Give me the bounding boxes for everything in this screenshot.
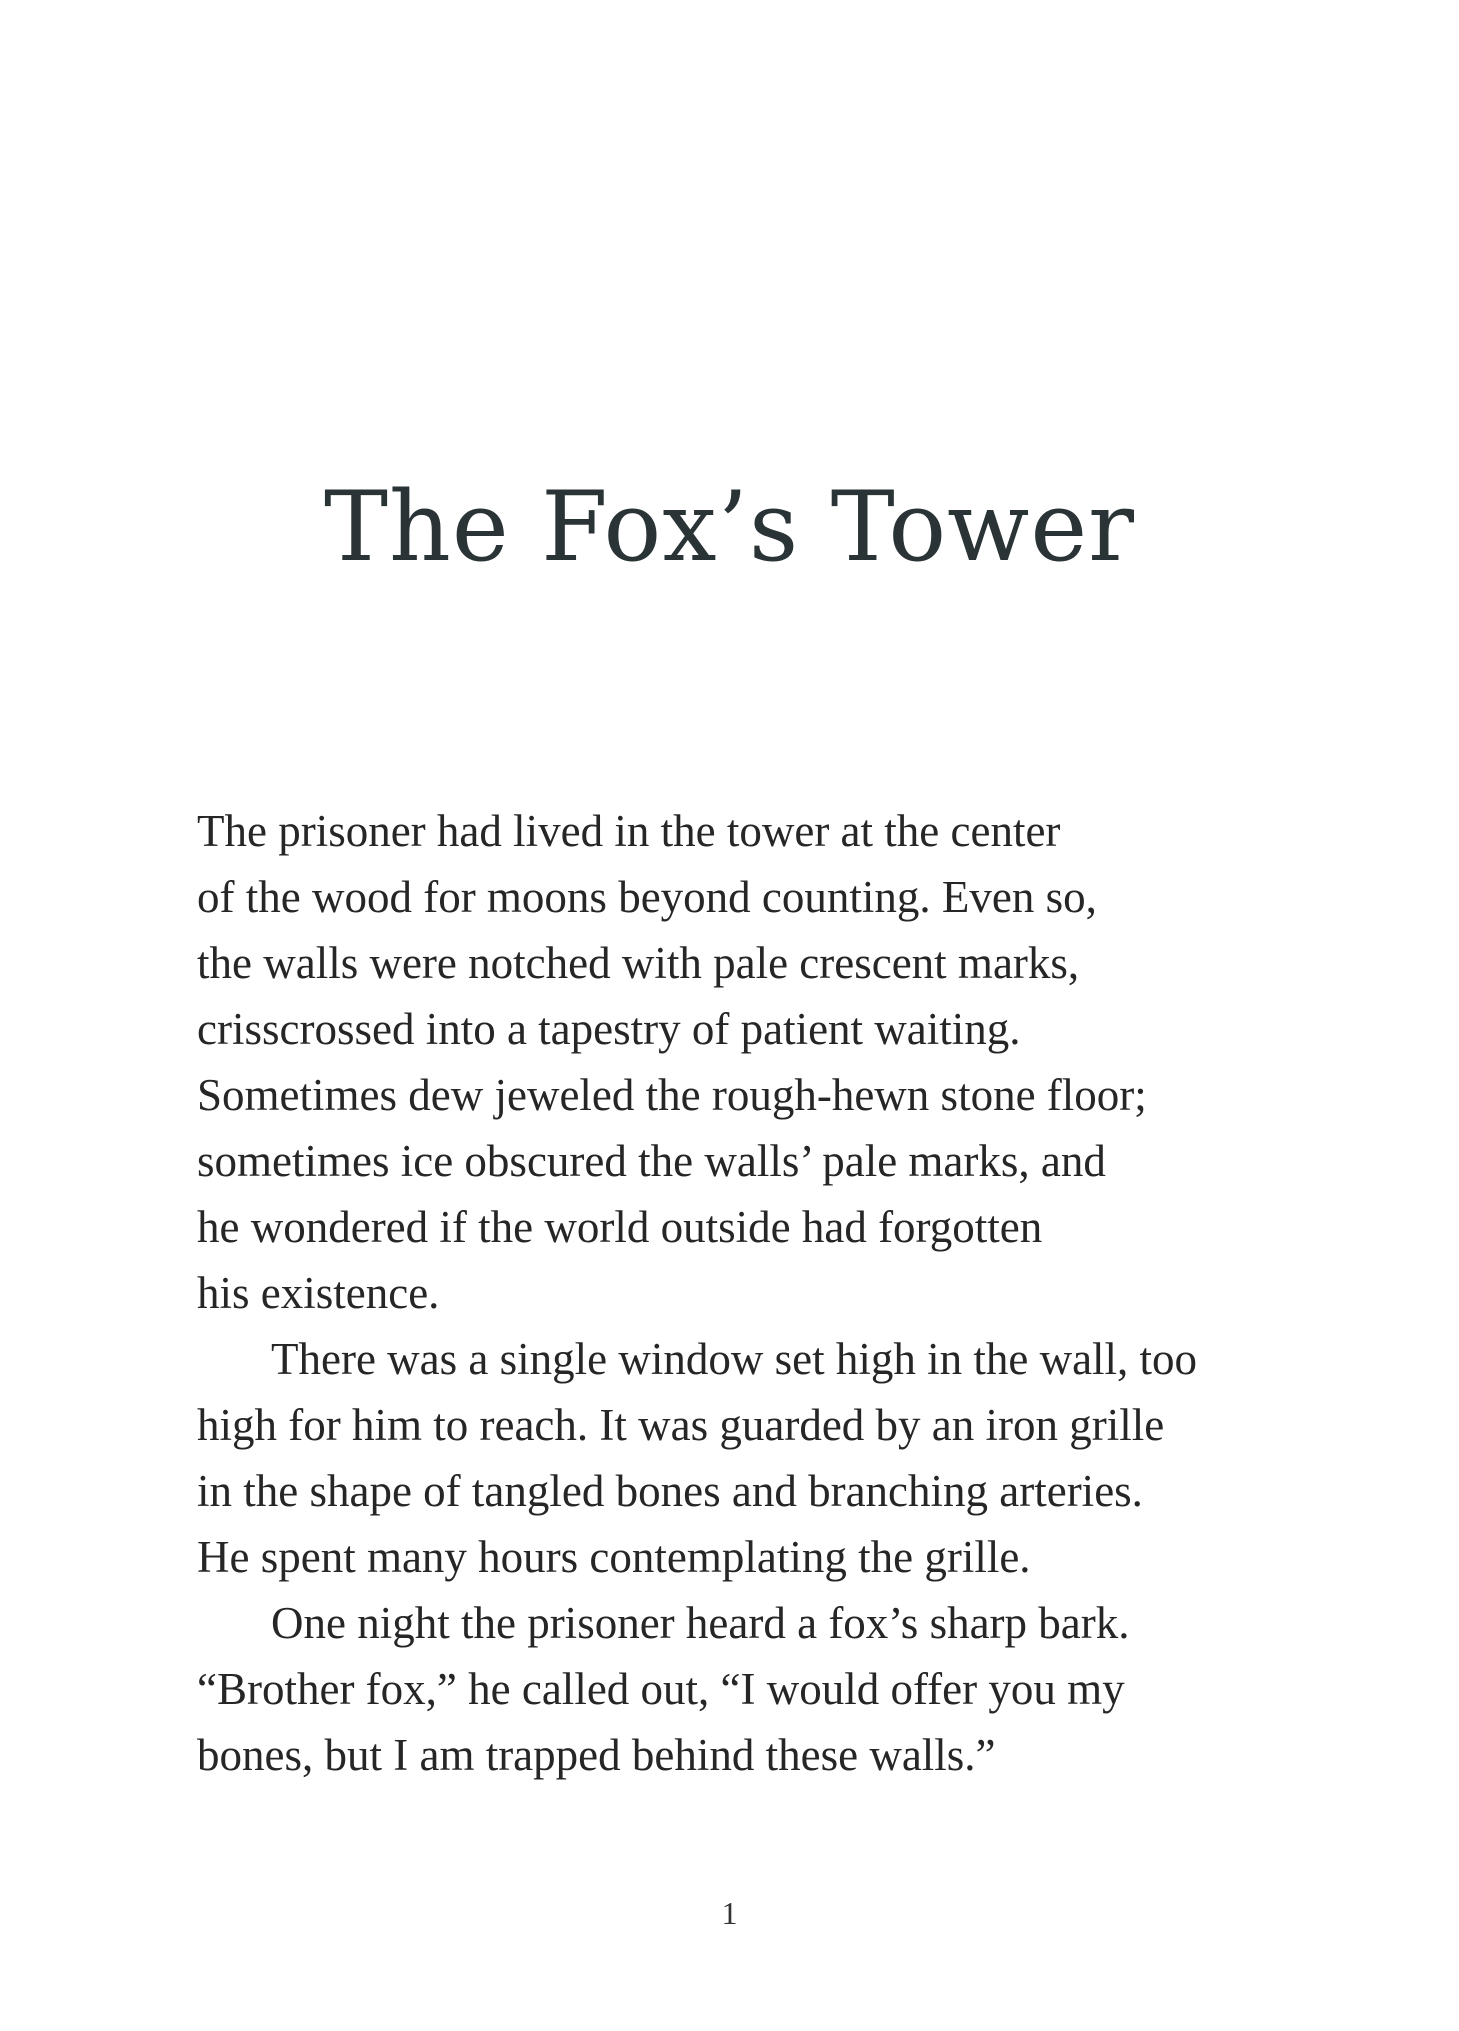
text-line: sometimes ice obscured the walls’ pale marks, and (197, 1136, 1106, 1186)
text-line: “Brother fox,” he called out, “I would offer you my (197, 1664, 1125, 1714)
text-line: high for him to reach. It was guarded by an iron grille (197, 1400, 1165, 1450)
paragraph-1 (197, 798, 1277, 1326)
text-line: his existence. (197, 1268, 440, 1318)
page-number: 1 (721, 1895, 738, 1931)
chapter-title: The Fox’s Tower (323, 471, 1136, 583)
paragraph-2 (197, 1326, 1277, 1590)
text-line: bones, but I am trapped behind these walls.” (197, 1730, 996, 1780)
text-line: The prisoner had lived in the tower at the center (197, 806, 1061, 856)
text-line: he wondered if the world outside had forgotten (197, 1202, 1043, 1252)
text-line: of the wood for moons beyond counting. Even so, (197, 872, 1097, 922)
text-line: in the shape of tangled bones and branching arteries. (197, 1466, 1143, 1516)
paragraph-3 (197, 1590, 1277, 1788)
text-line: One night the prisoner heard a fox’s sharp bark. (271, 1598, 1130, 1648)
text-line: There was a single window set high in the wall, too (271, 1334, 1198, 1384)
text-line: Sometimes dew jeweled the rough-hewn stone floor; (197, 1070, 1147, 1120)
text-line: He spent many hours contemplating the grille. (197, 1532, 1031, 1582)
text-line: the walls were notched with pale crescent marks, (197, 938, 1080, 988)
body-text (197, 798, 1277, 1788)
text-line: crisscrossed into a tapestry of patient waiting. (197, 1004, 1021, 1054)
